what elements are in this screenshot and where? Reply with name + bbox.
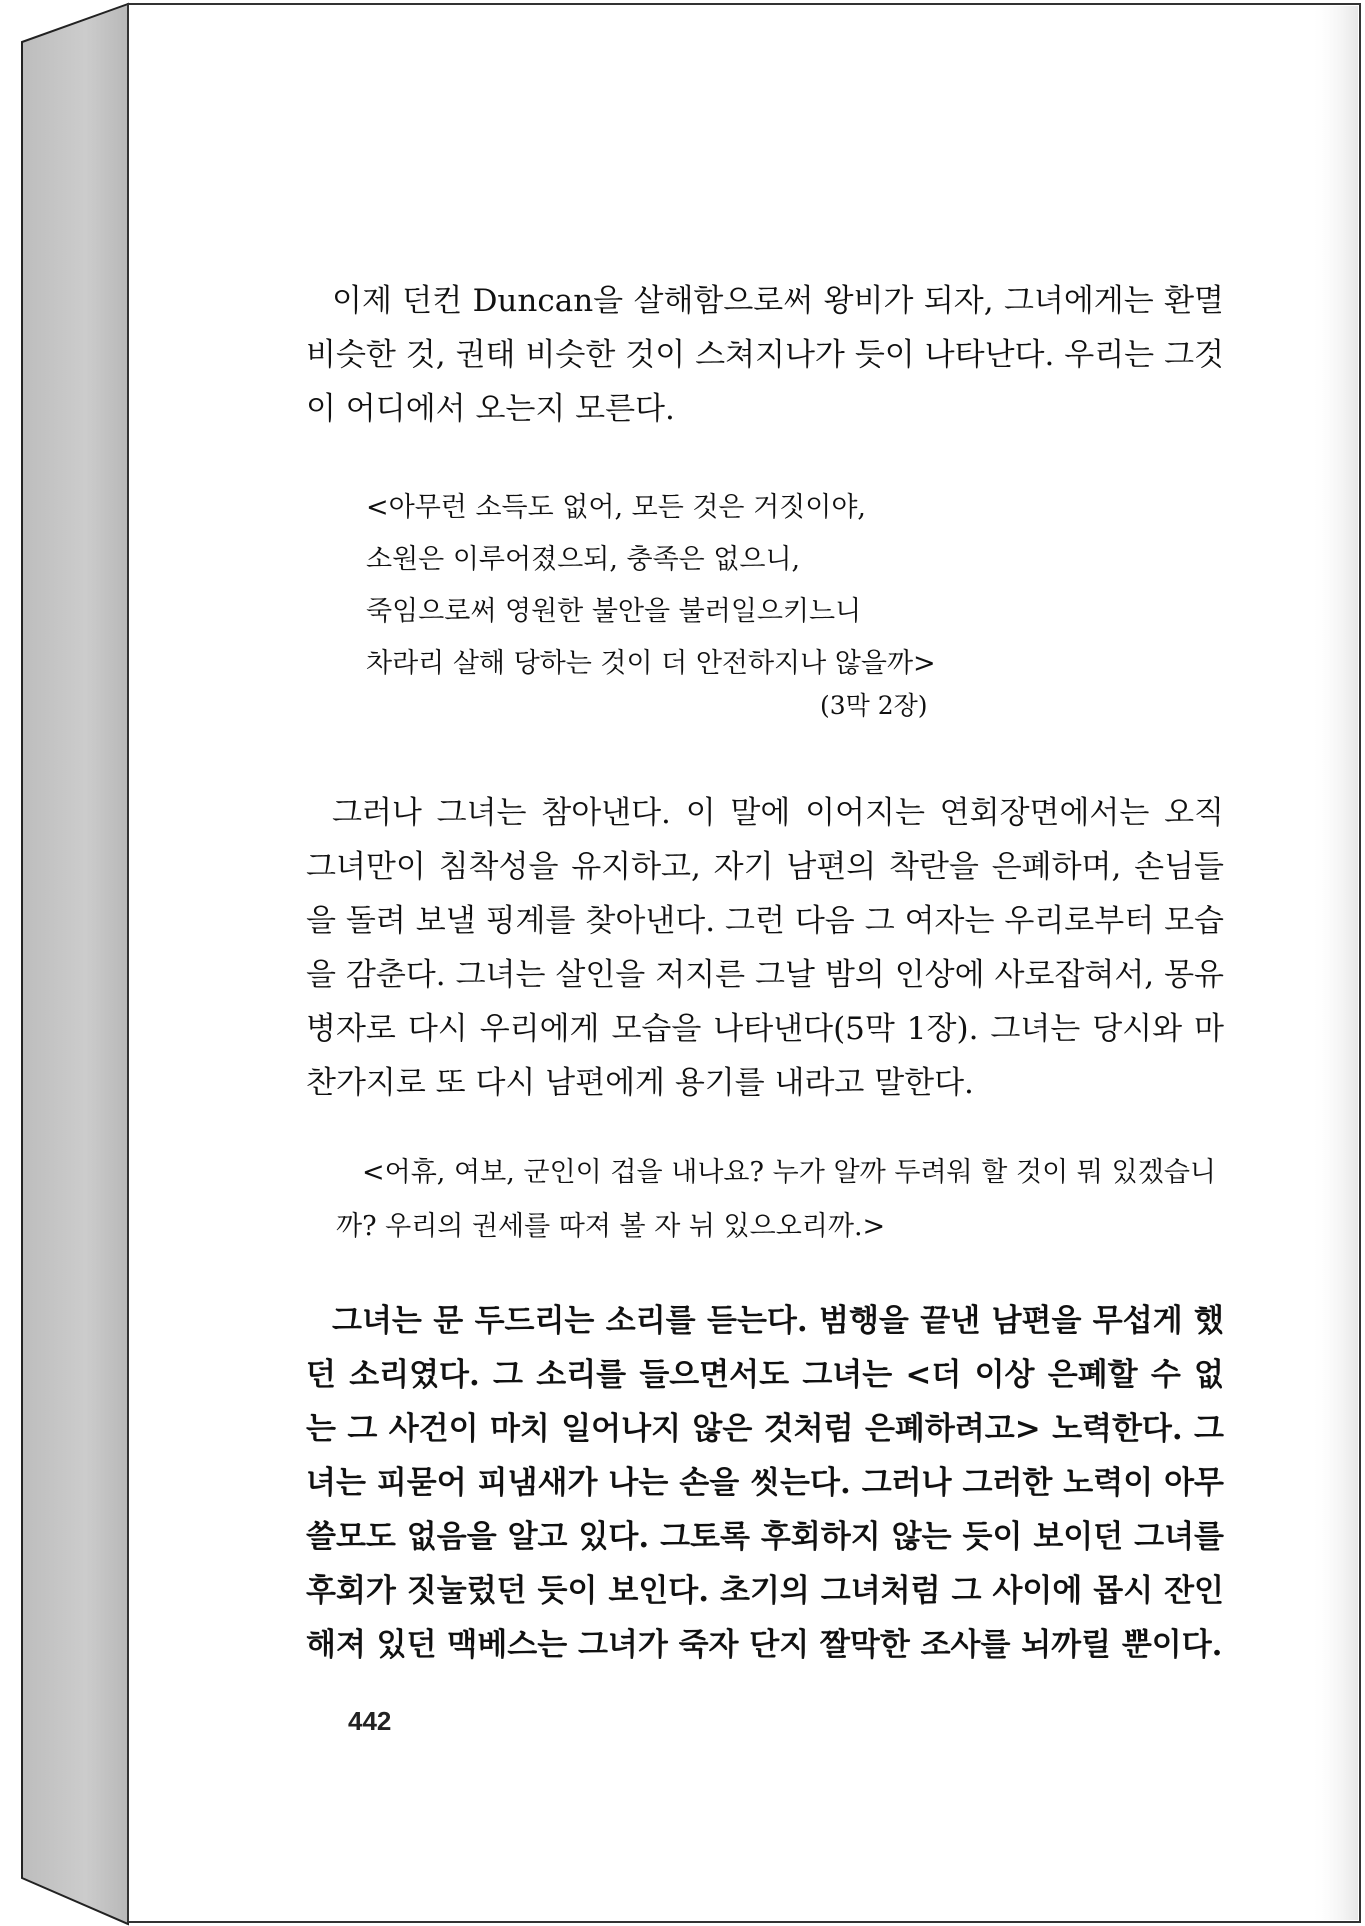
verse-citation: (3막 2장) — [820, 691, 928, 720]
verse-line: 소원은 이루어졌으되, 충족은 없으니, — [366, 544, 801, 575]
verse-quote — [366, 482, 1186, 690]
paragraph-3: 그녀는 문 두드리는 소리를 듣는다. 범행을 끝낸 남편을 무섭게 했던 소리였다. 그 소리를 들으면서도 그녀는 <더 이상 은폐할 수 없는 그 사건이 마치 일어나지 않은 것처럼 은폐하려고> 노력한다. 그녀는 피묻어 피냄새가 나는 손을 씻는다. 그러나 그러한 노력이 아무 쓸모도 없음을 알고 있다. 그토록 후회하지 않는 듯이 보이던 그녀를 후회가 짓눌렀던 듯이 보인다. 초기의 그녀처럼 그 사이에 몹시 잔인해져 있던 맥베스는 그녀가 죽자 단지 짤막한 조사를 뇌까릴 뿐이다. — [306, 1303, 1224, 1663]
verse-line: <아무런 소득도 없어, 모든 것은 거짓이야, — [366, 492, 867, 523]
book-page — [130, 6, 1360, 1922]
paragraph-2: 그러나 그녀는 참아낸다. 이 말에 이어지는 연회장면에서는 오직 그녀만이 침착성을 유지하고, 자기 남편의 착란을 은폐하며, 손님들을 돌려 보낼 핑계를 찾아낸다. 그런 다음 그 여자는 우리로부터 모습을 감춘다. 그녀는 살인을 저지른 그날 밤의 인상에 사로잡혀서, 몽유병자로 다시 우리에게 모습을 나타낸다(5막 1장). 그녀는 당시와 마찬가지로 또 다시 남편에게 용기를 내라고 말한다. — [306, 795, 1224, 1101]
verse-line: 차라리 살해 당하는 것이 더 안전하지나 않을까> — [366, 648, 936, 679]
verse-line: 죽임으로써 영원한 불안을 불러일으키느니 — [366, 596, 862, 627]
paragraph-1: 이제 던컨 Duncan을 살해함으로써 왕비가 되자, 그녀에게는 환멸 비슷한 것, 권태 비슷한 것이 스쳐지나가 듯이 나타난다. 우리는 그것이 어디에서 오는지 모른다. — [306, 283, 1224, 427]
page-number: 442 — [348, 1706, 392, 1736]
prose-quote: <어휴, 여보, 군인이 겁을 내나요? 누가 알까 두려워 할 것이 뭐 있겠습니까? 우리의 권세를 따져 볼 자 뉘 있으오리까.> — [336, 1157, 1216, 1242]
book-spine — [22, 4, 128, 1924]
